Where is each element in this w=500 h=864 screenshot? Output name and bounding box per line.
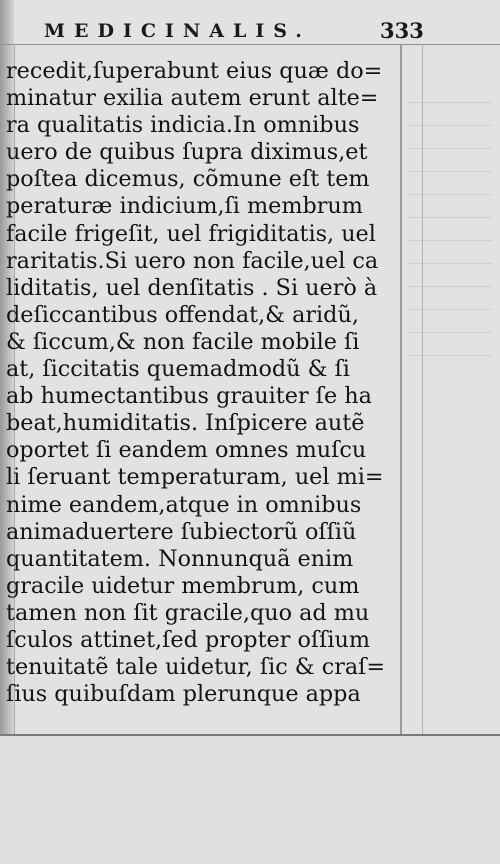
text-line: uero de quibus ſupra diximus,et [6,139,368,166]
text-line: ſius quibuſdam plerunque appa [6,681,361,708]
text-line: at, ſiccitatis quemadmodũ & ſi [6,356,350,383]
text-line: tamen non ſit gracile,quo ad mu [6,599,370,626]
text-line: nime eandem,atque in omnibus [6,491,362,518]
text-line: oportet ſi eandem omnes muſcu [6,437,367,464]
text-line: ra qualitatis indicia.In omnibus [6,112,360,139]
text-line: li ſeruant temperaturam, uel mi= [6,464,384,491]
text-line: peraturæ indicium,ſi membrum [6,193,363,220]
bottom-scan-rule [0,734,500,736]
text-line: beat,humiditatis. Inſpicere autẽ [6,410,365,437]
text-line: liditatis, uel denſitatis . Si uerò à [6,274,378,301]
body-text [6,58,398,708]
text-line: ſculos attinet,ſed propter oſſium [6,626,371,653]
text-line: raritatis.Si uero non facile,uel ca [6,247,379,274]
text-line: deſiccantibus offendat,& aridũ, [6,301,359,328]
text-line: quantitatem. Nonnunquã enim [6,545,354,572]
text-line: recedit,ſuperabunt eius quæ do= [6,58,383,84]
top-scan-rule [0,44,500,45]
text-line: tenuitatẽ tale uidetur, ſic & craſ= [6,654,386,681]
text-line: facile frigeſit, uel frigiditatis, uel [6,220,376,247]
text-line: ab humectantibus grauiter ſe ha [6,383,372,410]
text-line: minatur exilia autem erunt alte= [6,85,379,112]
page-number: 333 [380,18,424,43]
text-line: gracile uidetur membrum, cum [6,572,360,599]
lower-page-margin [0,736,500,864]
text-line: animaduertere ſubiectorũ oſſiũ [6,518,357,545]
bleed-through-marks [400,80,500,680]
text-line: poſtea dicemus, cõmune eſt tem [6,166,370,193]
running-head: MEDICINALIS. [44,20,311,42]
text-line: & ſiccum,& non facile mobile ſi [6,328,360,355]
